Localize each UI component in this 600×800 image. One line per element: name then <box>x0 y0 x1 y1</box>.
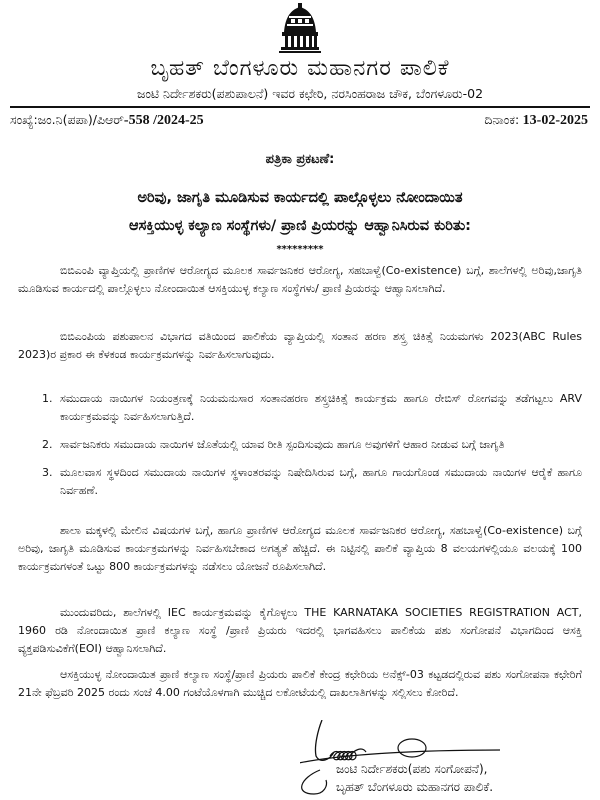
list-item <box>42 464 582 500</box>
paragraph-submission-text: ಆಸಕ್ತಿಯುಳ್ಳ ನೋಂದಾಯಿತ ಪ್ರಾಣಿ ಕಲ್ಯಾಣ ಸಂಸ್ಥೆ/ಪ್ರಾಣಿ ಪ್ರಿಯರು ಪಾಲಿಕೆ ಕೇಂದ್ರ ಕಛೇರಿಯ ಅನೆಕ್ಸ್-03 ಕಟ್ಟಡದಲ್ಲಿರುವ ಪಶು ಸಂಗೋಪನಾ ಕಛೇರಿಗೆ 21ನೇ ಫೆಬ್ರವರಿ 2025 ರಂದು ಸಂಜೆ 4.00 ಗಂಟೆಯೊಳಗಾಗಿ ಮುಚ್ಚಿದ ಲಕೋಟೆಯಲ್ಲಿ ದಾಖಲಾತಿಗಳನ್ನು ಸಲ್ಲಿಸಲು ಕೋರಿದೆ. <box>18 668 582 699</box>
paragraph-programs <box>18 328 582 364</box>
paragraph-intro-text: ಬಿಬಿಎಂಪಿ ವ್ಯಾಪ್ತಿಯಲ್ಲಿ ಪ್ರಾಣಿಗಳ ಆರೋಗ್ಯದ ಮೂಲಕ ಸಾರ್ವಜನಿಕರ ಆರೋಗ್ಯ, ಸಹಬಾಳ್ವೆ(Co-existence) ಬಗ್ಗೆ, ಶಾಲೆಗಳಲ್ಲಿ ಅರಿವು,ಜಾಗೃತಿ ಮೂಡಿಸುವ ಕಾರ್ಯದಲ್ಲಿ ಪಾಲ್ಗೊಳ್ಳಲು ನೋಂದಾಯಿತ ಆಸಕ್ತಿಯುಳ್ಳ ಕಲ್ಯಾಣ ಸಂಸ್ಥೆಗಳು/ ಪ್ರಾಣಿ ಪ್ರಿಯರನ್ನು ಆಹ್ವಾನಿಸಲಾಗಿದೆ. <box>18 264 582 295</box>
paragraph-schools-text: ಶಾಲಾ ಮಕ್ಕಳಲ್ಲಿ ಮೇಲಿನ ವಿಷಯಗಳ ಬಗ್ಗೆ, ಹಾಗೂ ಪ್ರಾಣಿಗಳ ಆರೋಗ್ಯದ ಮೂಲಕ ಸಾರ್ವಜನಿಕರ ಆರೋಗ್ಯ, ಸಹಬಾಳ್ವೆ(Co-existence) ಬಗ್ಗೆ ಅರಿವು, ಜಾಗೃತಿ ಮೂಡಿಸುವ ಕಾರ್ಯಕ್ರಮಗಳನ್ನು ನಿರ್ವಹಿಸಬೇಕಾದ ಅಗತ್ಯತೆ ಹೆಚ್ಚಿದೆ. ಈ ನಿಟ್ಟಿನಲ್ಲಿ ಪಾಲಿಕೆ ವ್ಯಾಪ್ತಿಯ 8 ವಲಯಗಳಲ್ಲಿಯೂ ವಲಯಕ್ಕೆ 100 ಕಾರ್ಯಕ್ರಮಗಳಂತೆ ಒಟ್ಟು 800 ಕಾರ್ಯಕ್ರಮಗಳನ್ನು ನಡೆಸಲು ಯೋಜನೆ ರೂಪಿಸಲಾಗಿದೆ. <box>18 524 582 573</box>
signatory-designation: ಜಂಟಿ ನಿರ್ದೇಶಕರು(ಪಶು ಸಂಗೋಪನೆ), <box>336 762 488 776</box>
paragraph-schools <box>18 522 582 576</box>
document-date <box>484 112 588 129</box>
bbmp-emblem-icon <box>279 2 321 54</box>
list-number: 1. <box>42 392 53 405</box>
office-address: ಜಂಟಿ ನಿರ್ದೇಶಕರು(ಪಶುಪಾಲನೆ) ಇವರ ಕಛೇರಿ, ನರಸಿಂಹರಾಜ ಚೌಕ, ಬೆಂಗಳೂರು-02 <box>136 86 484 101</box>
list-text: ಸಾರ್ವಜನಿಕರು ಸಮುದಾಯ ನಾಯಿಗಳ ಜೊತೆಯಲ್ಲಿ ಯಾವ ರೀತಿ ಸ್ಪಂದಿಸುವುದು ಹಾಗೂ ಅವುಗಳಿಗೆ ಆಹಾರ ನೀಡುವ ಬಗ್ಗೆ ಜಾಗೃತಿ <box>60 438 505 451</box>
subject-line-2: ಆಸಕ್ತಿಯುಳ್ಳ ಕಲ್ಯಾಣ ಸಂಸ್ಥೆಗಳು/ ಪ್ರಾಣಿ ಪ್ರಿಯರನ್ನು ಆಹ್ವಾನಿಸಿರುವ ಕುರಿತು: <box>129 218 471 234</box>
reference-value: -558 /2024-25 <box>123 113 204 128</box>
list-number: 2. <box>42 438 53 451</box>
list-text: ಸಮುದಾಯ ನಾಯಿಗಳ ನಿಯಂತ್ರಣಕ್ಕೆ ನಿಯಮನುಸಾರ ಸಂತಾನಹರಣ ಶಸ್ತ್ರಚಿಕಿತ್ಸೆ ಕಾರ್ಯಕ್ರಮ ಹಾಗೂ ರೇಬಿಸ್ ರೋಗವನ್ನು ತಡೆಗಟ್ಟಲು ARV ಕಾರ್ಯಕ್ರಮವನ್ನು ನಿರ್ವಹಿಸಲಾಗುತ್ತಿದೆ. <box>60 392 582 423</box>
paragraph-programs-text: ಬಿಬಿಎಂಪಿಯ ಪಶುಪಾಲನ ವಿಭಾಗದ ವತಿಯಿಂದ ಪಾಲಿಕೆಯ ವ್ಯಾಪ್ತಿಯಲ್ಲಿ ಸಂತಾನ ಹರಣ ಶಸ್ತ್ರ ಚಿಕಿತ್ಸೆ ನಿಯಮಗಳು 2023(ABC Rules 2023)ರ ಪ್ರಕಾರ ಈ ಕೆಳಕಂಡ ಕಾರ್ಯಕ್ರಮಗಳನ್ನು ನಿರ್ವಹಿಸಲಾಗುವುದು. <box>18 330 582 361</box>
reference-number <box>10 112 204 129</box>
list-number: 3. <box>42 466 53 479</box>
paragraph-intro <box>18 262 582 298</box>
paragraph-eoi-text: ಮುಂದುವರಿದು, ಶಾಲೆಗಳಲ್ಲಿ IEC ಕಾರ್ಯಕ್ರಮವನ್ನು ಕೈಗೊಳ್ಳಲು THE KARNATAKA SOCIETIES REGISTRATION ACT, 1960 ರಡಿ ನೋಂದಾಯಿತ ಪ್ರಾಣಿ ಕಲ್ಯಾಣ ಸಂಸ್ಥೆ /ಪ್ರಾಣಿ ಪ್ರಿಯರು ಇದರಲ್ಲಿ ಭಾಗವಹಿಸಲು ಪಾಲಿಕೆಯ ಪಶು ಸಂಗೋಪನೆ ವಿಭಾಗದಿಂದ ಆಸಕ್ತಿ ವ್ಯಕ್ತಪಡಿಸುವಿಕೆಗೆ(EOI) ಆಹ್ವಾನಿಸಲಾಗಿದೆ. <box>18 606 582 655</box>
separator-stars: ********* <box>276 244 324 255</box>
program-list <box>42 390 582 510</box>
paragraph-eoi <box>18 604 582 658</box>
list-item <box>42 436 582 454</box>
header-divider <box>10 106 590 108</box>
date-value: 13-02-2025 <box>519 113 588 128</box>
subject-line-1: ಅರಿವು, ಜಾಗೃತಿ ಮೂಡಿಸುವ ಕಾರ್ಯದಲ್ಲಿ ಪಾಲ್ಗೊಳ್ಳಲು ನೋಂದಾಯಿತ <box>137 190 463 206</box>
subject-heading <box>0 184 600 240</box>
organization-name: ಬೃಹತ್ ಬೆಂಗಳೂರು ಮಹಾನಗರ ಪಾಲಿಕೆ <box>150 56 450 81</box>
list-text: ಮೂಲವಾಸ ಸ್ಥಳದಿಂದ ಸಮುದಾಯ ನಾಯಿಗಳ ಸ್ಥಳಾಂತರವನ್ನು ನಿಷೇದಿಸಿರುವ ಬಗ್ಗೆ, ಹಾಗೂ ಗಾಯಗೊಂಡ ಸಮುದಾಯ ನಾಯಿಗಳ ಆರೈಕೆ ಹಾಗೂ ನಿರ್ವಹಣೆ. <box>60 466 582 497</box>
paragraph-submission <box>18 666 582 702</box>
signature-block <box>300 720 600 800</box>
date-label: ದಿನಾಂಕ: <box>484 112 520 127</box>
reference-prefix: ಸಂಖ್ಯೆ:ಜಂ.ನಿ(ಪಪಾ)/ಪಿಆರ್ <box>10 112 124 127</box>
signatory-organization: ಬೃಹತ್ ಬೆಂಗಳೂರು ಮಹಾನಗರ ಪಾಲಿಕೆ. <box>336 780 494 794</box>
press-release-heading: ಪತ್ರಿಕಾ ಪ್ರಕಟಣೆ: <box>265 152 335 167</box>
list-item <box>42 390 582 426</box>
